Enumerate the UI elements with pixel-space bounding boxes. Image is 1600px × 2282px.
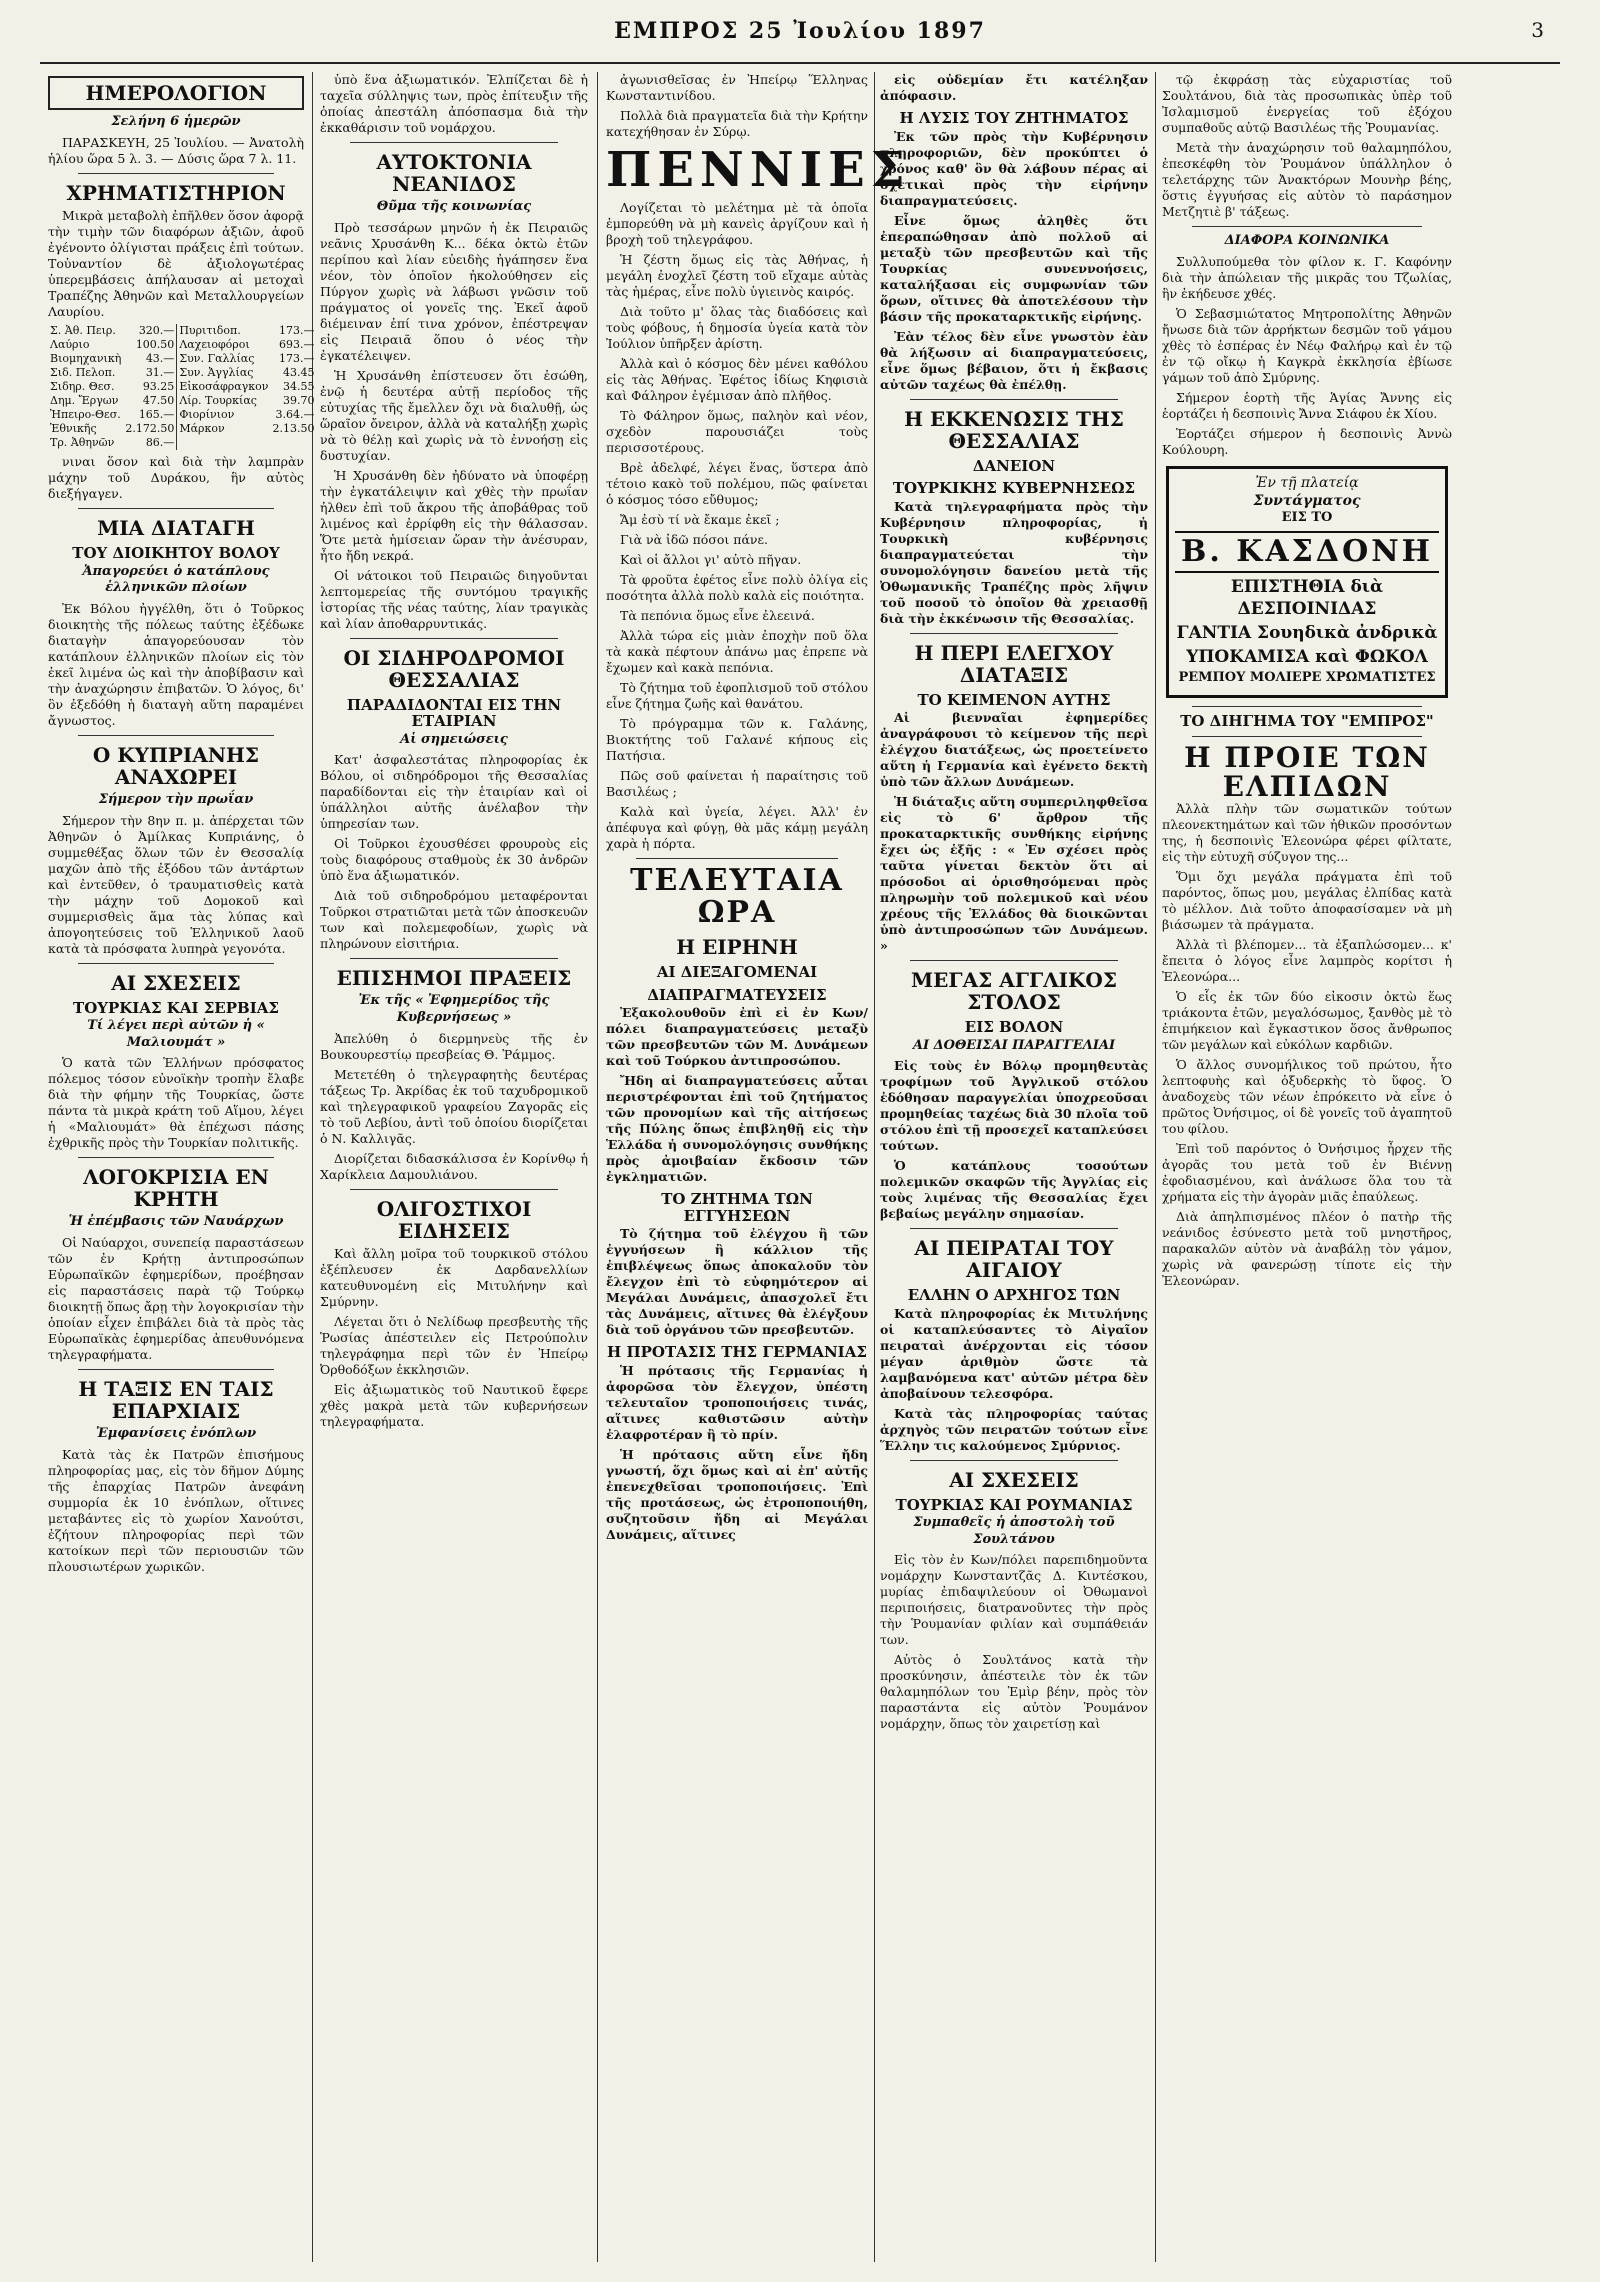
separator bbox=[636, 858, 838, 859]
table-row bbox=[48, 422, 316, 436]
table-cell: 47.50 bbox=[123, 394, 176, 408]
article-text: ἀγωνισθεῖσας ἐν Ἠπείρῳ Ἕλληνας Κωνσταντινίδου. bbox=[606, 72, 868, 103]
table-cell: 3.64.— bbox=[275, 408, 315, 422]
advertisement bbox=[1166, 466, 1448, 698]
subheading: ΑΙ ΔΟΘΕΙΣΑΙ ΠΑΡΑΓΓΕΛΙΑΙ bbox=[912, 1037, 1116, 1053]
article-text: Πῶς σοῦ φαίνεται ἡ παραίτησις τοῦ Βασιλέως ; bbox=[606, 768, 868, 799]
article-text: ὑπὸ ἕνα ἀξιωματικόν. Ἐλπίζεται δὲ ἡ ταχεῖα σύλληψις των, πρὸς ἐπίτευξιν τῆς ὁποίας ἀπεστάλη ἀπόσπασμα διὰ τὴν ἐκκαθάρισιν τοῦ νομάρχου. bbox=[320, 72, 588, 135]
section-heading: ΑΙ ΣΧΕΣΕΙΣ bbox=[111, 970, 241, 995]
ad-text: Ἐν τῇ πλατείᾳ bbox=[1255, 474, 1359, 491]
section-heading: ΧΡΗΜΑΤΙΣΤΗΡΙΟΝ bbox=[66, 180, 286, 205]
article-text: Ἡ πρότασις αὕτη εἶνε ἤδη γνωστή, ὅχι ὅμως καὶ αἱ ἐπ' αὐτῆς ἐπενεχθεῖσαι τροποποιήσεις. Ἐπὶ τῆς προτάσεως, ὡς ἐτροποποιήθη, συζητοῦσιν ἤδη αἱ Μεγάλαι Δυνάμεις, αἵτινες bbox=[606, 1446, 868, 1542]
section-heading: ΕΠΙΣΗΜΟΙ ΠΡΑΞΕΙΣ bbox=[336, 966, 572, 991]
ad-text: ΕΙΣ ΤΟ bbox=[1281, 510, 1333, 526]
section-heading: ΛΟΓΟΚΡΙΣΙΑ ΕΝ ΚΡΗΤΗ bbox=[83, 1165, 269, 1212]
table-cell: Τρ. Ἀθηνῶν bbox=[50, 436, 115, 450]
section-heading: ΤΟΥΡΚΙΚΗΣ ΚΥΒΕΡΝΗΣΕΩΣ bbox=[892, 479, 1136, 497]
separator bbox=[78, 508, 274, 509]
article-text: Πρὸ τεσσάρων μηνῶν ἡ ἐκ Πειραιῶς νεᾶνις Χρυσάνθη Κ... δέκα ὀκτὼ ἐτῶν περίπου καὶ λίαν εὐειδὴς ἠγάπησεν ἕνα νέον, τὸν ὁποῖον ἠκολούθησεν εἰς Πύργον χωρὶς νὰ λάβωσι γνῶσιν τοῦ πράγματος οἱ γονεῖς της. Ἐκεῖ ἀφοῦ διέμειναν ἐπί τινα χρόνον, ἐπέστρεψαν εἰς Πειραιᾶ ὅπου ὁ νέος τὴν ἐγκατέλειψεν. bbox=[320, 219, 588, 363]
table-cell: 173.— bbox=[278, 323, 315, 337]
separator bbox=[910, 1228, 1118, 1229]
table-cell: 100.50 bbox=[123, 338, 176, 352]
article-text: Κατὰ τὰς ἐκ Πατρῶν ἐπισήμους πληροφορίας μας, εἰς τὸν δῆμον Δύμης τῆς ἐπαρχίας Πατρῶν ἀνεφάνη συμμορία ἐκ 10 ἐνόπλων, οἵτινες μεταβάντες εἰς τὸ χωρίον Χανούτσι, ἐζήτουν πληροφορίας περὶ τῶν κατοίκων περὶ τῶν περιουσιῶν τῶν πλουσιωτέρων χωρικῶν. bbox=[48, 1446, 304, 1574]
section-heading: ΤΟ ΔΙΗΓΗΜΑ ΤΟΥ "ΕΜΠΡΟΣ" bbox=[1180, 712, 1434, 731]
separator bbox=[1192, 706, 1422, 707]
separator bbox=[78, 963, 274, 964]
stock-table bbox=[48, 324, 316, 451]
table-cell: Λαχειοφόροι bbox=[179, 337, 250, 351]
article-text: Ὁ Σεβασμιώτατος Μητροπολίτης Ἀθηνῶν ἤνωσε διὰ τῶν ἀρρήκτων δεσμῶν τοῦ γάμου χθὲς τὸ ἑσπέρας ἐν Νέῳ Φαλήρῳ καὶ ἐν τῷ ἐν τῷ οἴκῳ ἡ Καγκρὰ ἐκκλησία ἐβίωσε γάμων τοῦ ἀπὸ Σμύρνης. bbox=[1162, 305, 1452, 385]
separator bbox=[910, 1460, 1118, 1461]
article-text: ΠΑΡΑΣΚΕΥΗ, 25 Ἰουλίου. — Ἀνατολὴ ἡλίου ὥρα 5 λ. 3. — Δύσις ὥρα 7 λ. 11. bbox=[48, 134, 304, 166]
article-text: Οἱ νάτοικοι τοῦ Πειραιῶς διηγοῦνται λεπτομερείας τῆς συντόμου τραγικῆς ἱστορίας τῆς νέας ταύτης, λίαν τραγικὰς καὶ λίαν ἀποθαρρυντικάς. bbox=[320, 567, 588, 631]
column-rule bbox=[597, 72, 598, 2262]
article-text: Τὰ πεπόνια ὅμως εἶνε ἐλεεινά. bbox=[620, 608, 815, 623]
table-row bbox=[48, 324, 316, 338]
section-heading: ΟΛΙΓΟΣΤΙΧΟΙ ΕΙΔΗΣΕΙΣ bbox=[376, 1196, 532, 1243]
article-text: Ἀλλὰ τώρα εἰς μιὰν ἐποχὴν ποῦ ὅλα τὰ κακὰ πέφτουν ἀπάνω μας ἐπρεπε νὰ ἔχωμεν καὶ κακὰ πεπόνια. bbox=[606, 628, 868, 675]
section-heading: Η ΠΡΟΙΕ ΤΩΝ ΕΛΠΙΔΩΝ bbox=[1184, 740, 1430, 803]
article-text: Κατ' ἀσφαλεστάτας πληροφορίας ἐκ Βόλου, οἱ σιδηρόδρομοι τῆς Θεσσαλίας παραδίδονται εἰς τὴν ἑταιρίαν καὶ οἱ ὑπάλληλοι αὐτῆς ἀνέλαβον τὴν ὑπηρεσίαν των. bbox=[320, 752, 588, 832]
table-cell: 93.25 bbox=[123, 380, 176, 394]
table-cell: Σιδ. Πελοπ. bbox=[50, 365, 116, 379]
table-cell: Βιομηχανικὴ bbox=[50, 351, 122, 365]
page-header bbox=[0, 0, 1600, 70]
column-5 bbox=[1162, 72, 1452, 2262]
table-cell bbox=[177, 436, 271, 450]
article-text: Τὸ ζήτημα τοῦ ἐλέγχου ἢ τῶν ἐγγυήσεων ἢ κάλλιον τῆς ἐπιβλέψεως ὅπως ἀποκαλοῦν τὸν ἔλεγχον ἐπὶ τὸ εὐφημότερον αἱ Μεγάλαι Δυνάμεις, ἀπασχολεῖ ἔτι τὰς Δυνάμεις, αἵτινες θὰ ἐλέγξουν διὰ τοῦ ὀργάνου τῶν πρεσβευτῶν. bbox=[606, 1226, 868, 1337]
section-heading: ΜΕΓΑΣ ΑΓΓΛΙΚΟΣ ΣΤΟΛΟΣ bbox=[911, 968, 1117, 1014]
article-text: Κατὰ πληροφορίας ἐκ Μιτυλήνης οἱ καταπλεύσαντες τὸ Αἰγαῖον πειραταὶ ἀνέρχονται εἰς τόσον μέγαν ἀριθμὸν ὥστε τὰ λαμβανόμενα κατ' αὐτῶν μέτρα δὲν ἀποβαίνουν τελεσφόρα. bbox=[880, 1305, 1148, 1401]
article-text: Πολλὰ διὰ πραγματεῖα διὰ τὴν Κρήτην κατεχήθησαν ἐν Σύρῳ. bbox=[606, 108, 868, 139]
table-cell: Σιδηρ. Θεσ. bbox=[50, 379, 115, 393]
table-cell: 320.— bbox=[123, 324, 176, 338]
column-3 bbox=[606, 72, 911, 2262]
table-cell: 2.172.50 bbox=[123, 422, 176, 436]
article-text: Κατὰ τηλεγραφήματα πρὸς τὴν Κυβέρνησιν πληροφορίας, ἡ Τουρκικὴ κυβέρνησις διαπραγματεύεται τὴν συνομολόγησιν δανείου μετὰ τῆς Ὀθωμανικῆς Τραπέζης πρὸς λῆψιν τοῦ ποσοῦ τὸ ὁποῖον θὰ χρειασθῇ διὰ τὴν ἐκκένωσιν τῆς Θεσσαλίας. bbox=[880, 498, 1148, 626]
page-number: 3 bbox=[1531, 18, 1544, 42]
section-heading: ΑΙ ΠΕΙΡΑΤΑΙ ΤΟΥ ΑΙΓΑΙΟΥ bbox=[914, 1236, 1114, 1283]
article-text: Ὅμι ὄχι μεγάλα πράγματα ἐπὶ τοῦ παρόντος, ὅπως μου, μεγάλας ἐλπίδας κατὰ τὸ μέλλον. Διὰ τοῦτο ἀποφασίσαμεν νὰ μὴ βιάσωμεν τὰ πράγματα. bbox=[1162, 869, 1452, 933]
section-heading: ΤΟ ΚΕΙΜΕΝΟΝ ΑΥΤΗΣ bbox=[917, 690, 1111, 709]
subheading: Ἐμφανίσεις ἐνόπλων bbox=[95, 1426, 257, 1442]
article-text: Σήμερον τὴν 8ην π. μ. ἀπέρχεται τῶν Ἀθηνῶν ὁ Ἀμίλκας Κυπριάνης, ὁ συμμεθέξας ὅλων τῶν ἐν Θεσσαλίᾳ μαχῶν ἀπὸ τῆς ἐξόδου τῶν ἀντάρτων καὶ ἐντεῦθεν, ὁ τραυματισθεὶς κατὰ τὴν μάχην τοῦ Δομοκοῦ καὶ συμμερισθεὶς ἅμα τὰς λύπας καὶ ἀπογοητεύσεις τοῦ Ἑλληνικοῦ λαοῦ κατὰ τὰ πρόσφατα λυπηρὰ γεγονότα. bbox=[48, 812, 304, 956]
section-heading: ΑΥΤΟΚΤΟΝΙΑ ΝΕΑΝΙΔΟΣ bbox=[376, 150, 532, 196]
article-text: Τὸ ζήτημα τοῦ ἐφοπλισμοῦ τοῦ στόλου εἶνε ζήτημα ζωῆς καὶ θανάτου. bbox=[606, 680, 868, 711]
table-row bbox=[48, 338, 316, 352]
section-heading: Η ΠΕΡΙ ΕΛΕΓΧΟΥ ΔΙΑΤΑΞΙΣ bbox=[914, 640, 1114, 687]
section-heading: ΑΙ ΣΧΕΣΕΙΣ bbox=[949, 1467, 1079, 1492]
article-text: Ὁ κατὰ τῶν Ἑλλήνων πρόσφατος πόλεμος τόσον εὐνοϊκὴν τροπὴν ἔλαβε διὰ τὴν φήμην τῆς Τουρκίας, ὥστε πάντα τὰ μικρὰ κράτη τοῦ Αἵμου, λέγει ἡ «Μαλιουμάτ» θὰ ἐπέχωσι πάσης ἐχθρικῆς πρὸς τὴν Τουρκίαν πολιτικῆς. bbox=[48, 1055, 304, 1151]
article-text: Μικρὰ μεταβολὴ ἐπῆλθεν ὅσον ἀφορᾷ τὴν τιμὴν τῶν διαφόρων ἀξιῶν, ἀφοῦ ἐγένοντο ὀλίγισται πράξεις ἐπὶ τούτων. Τοὐναντίον δὲ ἀξιολογωτέρας ὑπερεμβάσεις ἀπήλαυσαν αἱ μετοχαὶ Τραπέζης Ἀθηνῶν καὶ Μεταλλουργείων Λαυρίου. bbox=[48, 207, 304, 319]
table-row bbox=[48, 366, 316, 380]
separator bbox=[350, 142, 558, 143]
table-cell: 165.— bbox=[123, 408, 176, 422]
article-text: Ἑορτάζει σήμερον ἡ δεσποινὶς Ἀννὼ Κούλουρη. bbox=[1162, 425, 1452, 457]
table-row bbox=[48, 394, 316, 408]
section-heading: Η ΤΑΞΙΣ ΕΝ ΤΑΙΣ ΕΠΑΡΧΙΑΙΣ bbox=[78, 1377, 274, 1424]
article-text: Ὁ εἷς ἐκ τῶν δύο εἰκοσιν ὀκτὼ ἕως τριάκοντα ἐτῶν, μεγαλόσωμος, ξανθὸς μὲ τὸ ἐπιμήκειον καὶ ἔγκαστικον ὅσος ἄνθρωπος τῶν μεγάλων καὶ εὐκόλων καρδιῶν. bbox=[1162, 989, 1452, 1053]
subheading: Σήμερον τὴν πρωΐαν bbox=[98, 792, 254, 808]
table-cell: Λίρ. Τουρκίας bbox=[179, 394, 257, 408]
separator bbox=[350, 958, 558, 959]
separator bbox=[350, 1189, 558, 1190]
article-text: Μετετέθη ὁ τηλεγραφητὴς δευτέρας τάξεως Τρ. Ἀκρίδας ἐκ τοῦ ταχυδρομικοῦ καὶ τηλεγραφικοῦ γραφείου Ζαγορᾶς εἰς τὸ τοῦ Λεβίου, ἀντὶ τοῦ ὁποίου διορίζεται ὁ Ν. Καλλιγᾶς. bbox=[320, 1066, 588, 1146]
section-heading: Η ΕΙΡΗΝΗ bbox=[676, 935, 798, 959]
ad-text: ΓΑΝΤΙΑ Σουηδικὰ ἀνδρικὰ bbox=[1176, 622, 1438, 643]
ad-text: ΕΠΙΣΤΗΘΙΑ διὰ ΔΕΣΠΟΙΝΙΔΑΣ bbox=[1230, 577, 1384, 620]
table-cell: 86.— bbox=[123, 436, 176, 450]
article-text: Ἡ Χρυσάνθη ἐπίστευσεν ὅτι ἐσώθη, ἐνῷ ἡ δευτέρα αὐτῇ περίοδος τῆς εὐτυχίας τῆς ἔμελλεν ὄχι νὰ διαλυθῇ, ὡς ὥραῖον ὄνειρον, ἀλλὰ νὰ καταλήξῃ χωρὶς νὰ τὸ θέλῃ καὶ χωρὶς νὰ τὸ ἐννοήσῃ εἰς δυστυχίαν. bbox=[320, 367, 588, 463]
article-text: Ἤδη αἱ διαπραγματεύσεις αὗται περιστρέφονται ἐπὶ τοῦ ζητήματος τῶν προνομίων καὶ τῆς αἰτήσεως τῆς Πύλης ὅπως ἐπιβληθῇ εἰς τὴν Ἑλλάδα ἡ συνομολόγησις συνθήκης πρὸς ἀμοιβαίαν ἔκδοσιν τῶν ἐγκληματιῶν. bbox=[606, 1073, 868, 1184]
subheading: Ἐκ τῆς « Ἐφημερίδος τῆς Κυβερνήσεως » bbox=[358, 993, 550, 1025]
header-rule bbox=[40, 62, 1560, 64]
table-cell: 693.— bbox=[278, 337, 315, 351]
table-cell: Συν. Γαλλίας bbox=[179, 351, 255, 365]
article-text: Εἰς τὸν ἐν Κων/πόλει παρεπιδημοῦντα νομάρχην Κωνσταντζᾶς Δ. Κιντέσκου, μυρίας ἐπιδαψιλεύουν οἱ Ὀθωμανοὶ περιποιήσεις, διατρανοῦντες τὴν πρὸς τὴν Ῥουμανίαν φιλίαν καὶ συμπάθειάν των. bbox=[880, 1552, 1148, 1648]
ad-text: ΥΠΟΚΑΜΙΣΑ καὶ ΦΩΚΟΛ bbox=[1186, 646, 1428, 667]
section-heading: ΜΙΑ ΔΙΑΤΑΓΗ bbox=[97, 516, 255, 541]
section-heading: ΤΟΥΡΚΙΑΣ ΚΑΙ ΣΕΡΒΙΑΣ bbox=[73, 998, 279, 1017]
section-heading: ΤΟΥ ΔΙΟΙΚΗΤΟΥ ΒΟΛΟΥ bbox=[72, 544, 280, 563]
article-text: Εἰς τοὺς ἐν Βόλῳ προμηθευτὰς τροφίμων τοῦ Ἀγγλικοῦ στόλου ἐδόθησαν παραγγελίαι ὑποχρεοῦσαι προμηθείας ταχέως διὰ 30 πλοῖα τοῦ στόλου ἐπὶ τῇ προσεχεῖ καταπλεύσει τούτων. bbox=[880, 1058, 1148, 1154]
article-text: Καλὰ καὶ ὑγεία, λέγει. Ἀλλ' ἐν ἀπέφυγα καὶ φύγῃ, θὰ μᾶς κάμῃ μεγάλη χαρὰ ἡ πόρτα. bbox=[606, 804, 868, 851]
table-cell: 31.— bbox=[123, 366, 176, 380]
column-1 bbox=[48, 72, 315, 2262]
table-row bbox=[48, 380, 316, 394]
table-cell: Συν. Ἀγγλίας bbox=[179, 365, 254, 379]
table-cell: Πυριτιδοπ. bbox=[179, 323, 241, 337]
article-text: Μετὰ τὴν ἀναχώρησιν τοῦ θαλαμηπόλου, ἐπεσκέφθη τὸν Ῥουμάνον ὑπάλληλον ὁ τελετάρχης τῶν Ἀνακτόρων Μουνὴρ βέης, ὅστις ἐγγυήσας εἰς αὐτὸν τὸ παράσημον Μετζητιὲ β' τάξεως. bbox=[1162, 140, 1452, 219]
table-cell: Μάρκον bbox=[179, 422, 225, 436]
article-text: τῷ ἐκφράσῃ τὰς εὐχαριστίας τοῦ Σουλτάνου, διὰ τὰς προσωπικὰς ὑπὲρ τοῦ Ἰσλαμισμοῦ ἐνεργείας τοῦ ἐξόχου συμπαθοῦς αὐτῷ Βασιλέως τῆς Ῥουμανίας. bbox=[1162, 72, 1452, 135]
article-text: Διὰ τοῦ σιδηροδρόμου μεταφέρονται Τοῦρκοι στρατιῶται μετὰ τῶν ἀποσκευῶν των καὶ πολεμεφοδίων, χωρὶς νὰ πληρώνουν εἰσιτήρια. bbox=[320, 888, 588, 952]
article-text: Συλλυπούμεθα τὸν φίλον κ. Γ. Καφόνην διὰ τὴν ἀπώλειαν τῆς μικρᾶς του Τζωλίας, ἣν ἐκήδευσε χθές. bbox=[1162, 253, 1452, 301]
article-text: Ἐκ τῶν πρὸς τὴν Κυβέρνησιν πληροφοριῶν, δὲν προκύπτει ὁ χρόνος καθ' ὃν θὰ λάβουν πέρας αἱ σχετικαὶ πρὸς τὴν εἰρήνην διαπραγματεύσεις. bbox=[880, 128, 1148, 208]
ad-text: Συντάγματος bbox=[1253, 492, 1361, 509]
section-heading: ΠΕΝΝΙΕΣ bbox=[606, 142, 911, 198]
section-heading: ΤΕΛΕΥΤΑΙΑ ΩΡΑ bbox=[630, 863, 844, 930]
section-heading: ΠΑΡΑΔΙΔΟΝΤΑΙ ΕΙΣ ΤΗΝ ΕΤΑΙΡΙΑΝ bbox=[346, 695, 562, 731]
table-cell: Φιορίνιον bbox=[179, 408, 235, 422]
subheading: ΔΙΑΦΟΡΑ ΚΟΙΝΩΝΙΚΑ bbox=[1224, 233, 1390, 248]
separator bbox=[1192, 226, 1422, 227]
table-cell: Εἰκοσάφραγκον bbox=[179, 379, 269, 393]
subheading: Συμπαθεῖς ἡ ἀποστολὴ τοῦ Σουλτάνου bbox=[913, 1515, 1115, 1547]
table-cell: Λαύριο bbox=[50, 337, 90, 351]
table-cell: 2.13.50 bbox=[272, 422, 315, 436]
section-heading: Η ΕΚΚΕΝΩΣΙΣ ΤΗΣ ΘΕΣΣΑΛΙΑΣ bbox=[904, 406, 1124, 453]
article-text: Ὁ ἄλλος συνομήλικος τοῦ πρώτου, ἦτο λεπτοφυὴς καὶ ὀξυδερκὴς τὸ ὕφος. Ὁ ἀναδοχεὺς τῶν νέων ἐπρόκειτο νὰ εἶνε ὁ πρῶτος Ὀνήσιμος, οἱ δὲ γονεῖς τοῦ ἀγαπητοῦ του φίλου. bbox=[1162, 1057, 1452, 1137]
table-row bbox=[48, 352, 316, 366]
column-2 bbox=[320, 72, 588, 2262]
separator bbox=[910, 399, 1118, 400]
article-text: Σήμερον ἑορτὴ τῆς Ἁγίας Ἄννης εἰς ἑορτάζει ἡ δεσποινὶς Ἄννα Σιάφου ἐκ Χίου. bbox=[1162, 389, 1452, 421]
article-text: Λογίζεται τὸ μελέτημα μὲ τὰ ὁποῖα ἐμπορεύθη νὰ μὴ κανεὶς ἀργίζουν καὶ ἡ βροχὴ τοῦ τηλεγράφου. bbox=[606, 200, 868, 247]
ad-text: ΡΕΜΠΟΥ ΜΟΛΙΕΡΕ ΧΡΩΜΑΤΙΣΤΕΣ bbox=[1178, 670, 1436, 686]
separator bbox=[910, 633, 1118, 634]
article-text: Τὸ Φάληρον ὅμως, παληὸν καὶ νέον, σχεδὸν παρουσιάζει τοὺς περισσοτέρους. bbox=[606, 408, 868, 455]
section-heading: ΕΛΛΗΝ Ο ΑΡΧΗΓΟΣ ΤΩΝ bbox=[907, 1286, 1121, 1305]
separator bbox=[78, 173, 274, 174]
table-cell bbox=[270, 436, 316, 450]
subheading: Ἀπαγορεύει ὁ κατάπλους ἑλληνικῶν πλοίων bbox=[82, 563, 270, 596]
section-heading: ΤΟΥΡΚΙΑΣ ΚΑΙ ΡΟΥΜΑΝΙΑΣ bbox=[895, 1495, 1133, 1514]
article-text: Καὶ οἱ ἄλλοι γι' αὐτὸ πῆγαν. bbox=[620, 552, 802, 567]
section-heading: ΤΟ ΖΗΤΗΜΑ ΤΩΝ ΕΓΓΥΗΣΕΩΝ bbox=[661, 1190, 813, 1225]
article-text: Ἄμ ἐσὺ τί νὰ ἔκαμε ἐκεῖ ; bbox=[620, 512, 780, 527]
separator bbox=[78, 1157, 274, 1158]
article-text: νιναι ὅσον καὶ διὰ τὴν λαμπρὰν μάχην τοῦ Δυράκου, ἣν αὐτὸς διεξήγαγεν. bbox=[48, 454, 304, 502]
column-rule bbox=[874, 72, 875, 2262]
section-heading: ΗΜΕΡΟΛΟΓΙΟΝ bbox=[48, 76, 304, 110]
subheading: Ἡ ἐπέμβασις τῶν Ναυάρχων bbox=[68, 1214, 284, 1230]
article-text: Αἱ βιενναῖαι ἐφημερίδες ἀναγράφουσι τὸ κείμενον τῆς περὶ ἐλέγχου διατάξεως, ὡς προετείνετο αὕτη ἡ Γερμανία καὶ ἐγένετο δεκτὴ ὑπὸ τῶν ἄλλων Δυνάμεων. bbox=[880, 710, 1148, 789]
column-rule bbox=[1155, 72, 1156, 2262]
column-4 bbox=[880, 72, 1148, 2262]
article-text: Ἡ πρότασις τῆς Γερμανίας ἡ ἀφορῶσα τὸν ἔλεγχον, ὑπέστη τελευταῖον τροποποιήσεις τινάς, αἵτινες καθιστῶσιν αὐτὴν ἐλαφροτέραν ἢ τὸ πρίν. bbox=[606, 1362, 868, 1442]
article-text: Ἀλλὰ τὶ βλέπομεν... τὰ ἐξαπλώσομεν... κ' ἔπειτα ὁ λόγος εἶνε λαμπρὸς κορίτσι ἡ Ἐλεονώρα... bbox=[1162, 937, 1452, 985]
section-heading: Η ΠΡΟΤΑΣΙΣ ΤΗΣ ΓΕΡΜΑΝΙΑΣ bbox=[607, 1343, 867, 1361]
article-text: Καὶ ἄλλη μοῖρα τοῦ τουρκικοῦ στόλου ἐξέπλευσεν ἐκ Δαρδανελλίων κατευθυνομένη εἰς Μιτυλήνην καὶ Σμύρνην. bbox=[320, 1245, 588, 1309]
table-cell: 43.— bbox=[123, 352, 176, 366]
article-text: Ἐπὶ τοῦ παρόντος ὁ Ὀνήσιμος ἦρχεν τῆς ἀγορᾶς του μετὰ τοῦ ἐν Βιέννῃ ἐφοδιασμένου, καὶ ἀνάλωσε ὅλα του τὰ χρήματα εἰς τὴν ἀγορὰν μιᾶς ἐπαύλεως. bbox=[1162, 1141, 1452, 1205]
article-text: Λέγεται ὅτι ὁ Νελίδωφ πρεσβευτὴς τῆς Ῥωσίας ἀπέστειλεν εἰς Πετρούπολιν τηλεγράφημα περὶ τῶν ἐν Ἠπείρῳ Ὀρθοδόξων ἐκκλησιῶν. bbox=[320, 1313, 588, 1377]
separator bbox=[78, 735, 274, 736]
article-text: Γιὰ νὰ ἰδῶ πόσοι πάνε. bbox=[620, 532, 768, 547]
article-text: Εἶνε ὅμως ἀληθὲς ὅτι ἐπεραπώθησαν ἀπὸ πολλοῦ αἱ μεταξὺ τῶν πρεσβευτῶν καὶ τῆς Τουρκίας συνεννοήσεις, καταλήξασαι εἰς συμφωνίαν τῶν ὅρων, οἵτινες θὰ ἀποτελέσουν τὴν βάσιν τῆς προκαταρκτικῆς εἰρήνης. bbox=[880, 212, 1148, 324]
table-row bbox=[48, 408, 316, 422]
article-text: Διὰ τοῦτο μ' ὅλας τὰς διαδόσεις καὶ τοὺς φόβους, ἡ δημοσία ὑγεία κατὰ τὸν Ἰούλιον ὑπῆρξεν ἀρίστη. bbox=[606, 304, 868, 351]
article-text: Εἰς ἀξιωματικὸς τοῦ Ναυτικοῦ ἔφερε χθὲς μακρὰ μετὰ τῶν κυβερνήσεων τηλεγραφήματα. bbox=[320, 1381, 588, 1429]
article-text: Βρὲ ἀδελφέ, λέγει ἕνας, ὕστερα ἀπὸ τέτοιο κακὸ τοῦ πολέμου, πῶς φαίνεται ὁ κόσμος τόσο εὔθυμος; bbox=[606, 460, 868, 507]
section-heading: ΑΙ ΔΙΕΞΑΓΟΜΕΝΑΙ bbox=[656, 963, 818, 981]
article-text: Διορίζεται διδασκάλισσα ἐν Κορίνθῳ ἡ Χαρίκλεια Δαμουλιάνου. bbox=[320, 1150, 588, 1182]
table-cell: Ἠπειρο-Θεσ. bbox=[50, 408, 121, 422]
article-text: εἰς οὐδεμίαν ἔτι κατέληξαν ἀπόφασιν. bbox=[880, 72, 1148, 103]
ad-brand: Β. ΚΑΣΔΟΝΗ bbox=[1175, 531, 1439, 573]
section-heading: ΔΙΑΠΡΑΓΜΑΤΕΥΣΕΙΣ bbox=[647, 985, 827, 1004]
article-text: Ἡ διάταξις αὕτη συμπεριληφθεῖσα εἰς τὸ 6' ἄρθρον τῆς προκαταρκτικῆς συνθήκης εἰρήνης ἔχει ὡς ἑξῆς : « Ἐν σχέσει πρὸς ταῦτα γίνεται δεκτὸν ὅτι αἱ πρόσοδοι αἱ ὁρισθησόμεναι πρὸς πληρωμὴν τοῦ πολεμικοῦ καὶ νέου χρέους τῆς Ἑλλάδος θὰ διοικῶνται ὑπὸ ἀντιπροσώπων τῶν Δυνάμεων. » bbox=[880, 794, 1148, 953]
separator bbox=[350, 638, 558, 639]
table-cell: Δημ. Ἔργων bbox=[50, 394, 119, 408]
article-text: Οἱ Ναύαρχοι, συνεπείᾳ παραστάσεων τῶν ἐν Κρήτῃ ἀντιπροσώπων Εὐρωπαϊκῶν ἐφημερίδων, προέβησαν εἰς παραστάσεις παρὰ τῷ Τούρκῳ διοικητῇ ὅπως ἄρῃ τὴν λογοκρισίαν τὴν ὁποίαν εἶχεν ἐπιβάλει διὰ τὰ πρὸς τὰς Εὐρωπαϊκὰς ἐφημερίδας ἀπευθυνόμενα τηλεγραφήματα. bbox=[48, 1235, 304, 1363]
section-heading: ΔΑΝΕΙΟΝ bbox=[972, 456, 1056, 475]
table-cell: Σ. Ἀθ. Πειρ. bbox=[50, 323, 116, 337]
table-cell: 43.45 bbox=[282, 365, 315, 379]
article-text: Οἱ Τοῦρκοι ἐχουσθέσει φρουροὺς εἰς τοὺς διαφόρους σταθμοὺς ἐκ 30 ἀνδρῶν ὑπὸ ἕνα ἀξιωματικόν. bbox=[320, 836, 588, 884]
article-text: Ὁ κατάπλους τοσούτων πολεμικῶν σκαφῶν τῆς Ἀγγλίας εἰς τοὺς λιμένας τῆς Θεσσαλίας ἔχει βεβαίως μεγάλην σημασίαν. bbox=[880, 1158, 1148, 1222]
section-heading: ΕΙΣ ΒΟΛΟΝ bbox=[964, 1018, 1064, 1036]
separator bbox=[1192, 736, 1422, 737]
article-text: Ἀλλὰ καὶ ὁ κόσμος δὲν μένει καθόλου εἰς τὰς Ἀθήνας. Ἐφέτος ἰδίως Κηφισιὰ καὶ Φάληρον ἐγέμισαν ἀπὸ πλῆθος. bbox=[606, 356, 868, 403]
section-heading: Ο ΚΥΠΡΙΑΝΗΣ ΑΝΑΧΩΡΕΙ bbox=[92, 743, 260, 790]
table-cell: 34.55 bbox=[282, 379, 315, 393]
separator bbox=[78, 1369, 274, 1370]
article-text: Τὰ φροῦτα ἐφέτος εἶνε πολὺ ὀλίγα εἰς ποσότητα ἀλλὰ πολὺ καλὰ εἰς ποιότητα. bbox=[606, 572, 868, 603]
article-text: Κατὰ τὰς πληροφορίας ταύτας ἀρχηγὸς τῶν πειρατῶν τούτων εἶνε Ἕλλην τις καλούμενος Σμύρνιος. bbox=[880, 1405, 1148, 1453]
table-row bbox=[48, 436, 316, 450]
section-heading: ΟΙ ΣΙΔΗΡΟΔΡΟΜΟΙ ΘΕΣΣΑΛΙΑΣ bbox=[343, 645, 565, 692]
subheading: Σελήνη 6 ἡμερῶν bbox=[111, 114, 241, 129]
subheading: Θῦμα τῆς κοινωνίας bbox=[376, 199, 532, 214]
table-cell: 173.— bbox=[278, 351, 315, 365]
section-heading: Η ΛΥΣΙΣ ΤΟΥ ΖΗΤΗΜΑΤΟΣ bbox=[899, 109, 1129, 127]
subheading: Τί λέγει περὶ αὐτῶν ἡ « Μαλιουμάτ » bbox=[87, 1018, 265, 1050]
article-text: Ἡ ζέστη ὅμως εἰς τὰς Ἀθήνας, ἡ μεγάλη ἐνοχλεῖ ζέστη τοῦ εἴχαμε αὐτὰς τὰς ἡμέρας, εἶνε πολὺ ὑγιεινὸς καιρός. bbox=[606, 252, 868, 299]
article-text: Ἐκ Βόλου ἠγγέλθη, ὅτι ὁ Τοῦρκος διοικητὴς τῆς πόλεως ταύτης ἐξέδωκε διαταγὴν ἀπαγορεύουσαν τὸν κατάπλουν ἑλληνικῶν πλοίων εἰς τὸν ἐκεῖ λιμένα ὡς καὶ τὴν ἀποβίβασιν καὶ τὴν ἀναχώρησιν ἐπιβατῶν. Ὁ λόγος, δι' ὃν ἐξεδόθη ἡ διαταγὴ αὕτη παραμένει ἄγνωστος. bbox=[48, 601, 304, 729]
masthead: ΕΜΠΡΟΣ 25 Ἰουλίου 1897 bbox=[614, 18, 986, 44]
article-text: Διὰ ἀπηλπισμένος πλέον ὁ πατὴρ τῆς νεάνιδος ἐσύνεστο μετὰ τοῦ μνηστῆρος, παρακαλῶν αὐτὸν νὰ ἀναβάλῃ τὸν γάμον, χωρὶς νὰ φανερώσῃ τίποτε εἰς τὴν Ἐλεονώραν. bbox=[1162, 1209, 1452, 1289]
subheading: Αἱ σημειώσεις bbox=[400, 731, 508, 747]
table-cell: 39.70 bbox=[282, 394, 315, 408]
article-text: Τὸ πρόγραμμα τῶν κ. Γαλάνης, Βιοκτήτης τοῦ Γαλανέ κήπους εἰς Πατήσια. bbox=[606, 716, 868, 763]
table-cell: Ἐθνικῆς bbox=[50, 422, 97, 436]
article-text: Ἐξακολουθοῦν ἐπὶ εἰ ἐν Κων/πόλει διαπραγματεύσεις μεταξὺ τῶν πρεσβευτῶν τῶν Μ. Δυνάμεων καὶ τοῦ Τούρκου ἀντιπροσώπου. bbox=[606, 1005, 868, 1068]
article-text: Ἀπελύθη ὁ διερμηνεὺς τῆς ἐν Βουκουρεστίῳ πρεσβείας Θ. Ῥάμμος. bbox=[320, 1030, 588, 1062]
article-text: Ἡ Χρυσάνθη δὲν ἠδύνατο νὰ ὑποφέρῃ τὴν ἐγκατάλειψιν καὶ χθὲς τὴν πρωΐαν ἠλθεν ἐπὶ τοῦ ἄκρου τῆς ἀποβάθρας τοῦ λιμένος καὶ ἐρρίφθη εἰς τὴν θάλασσαν. Ὅτε μετὰ ἡμίσειαν ὥραν τὴν ἀνέσυραν, ἦτο ἤδη νεκρά. bbox=[320, 467, 588, 563]
article-text: Ἀλλὰ πλὴν τῶν σωματικῶν τούτων πλεονεκτημάτων καὶ τῶν ἠθικῶν προσόντων της, ἡ δεσποινὶς Ἐλεονώρα φέρει φίλτατε, εἰς τὴν εὐτυχῆ σύζυγον της... bbox=[1162, 801, 1452, 865]
separator bbox=[910, 960, 1118, 961]
article-text: Αὐτὸς ὁ Σουλτάνος κατὰ τὴν προσκύνησιν, ἀπέστειλε τὸν ἐκ τῶν θαλαμηπόλων του Ἐμὶρ βέην, πρὸς τὸν παραστάντα εἰς αὐτὸν Ῥουμάνον νομάρχην, ὅπως τὸν χαιρετίσῃ καὶ bbox=[880, 1652, 1148, 1732]
article-text: Ἐὰν τέλος δὲν εἶνε γνωστὸν ἐὰν θὰ λήξωσιν αἱ διαπραγματεύσεις, εἶνε ὅμως βέβαιον, ὅτι ἡ ἔκβασις αὐτῶν ταχέως θὰ ἐπέλθῃ. bbox=[880, 328, 1148, 392]
